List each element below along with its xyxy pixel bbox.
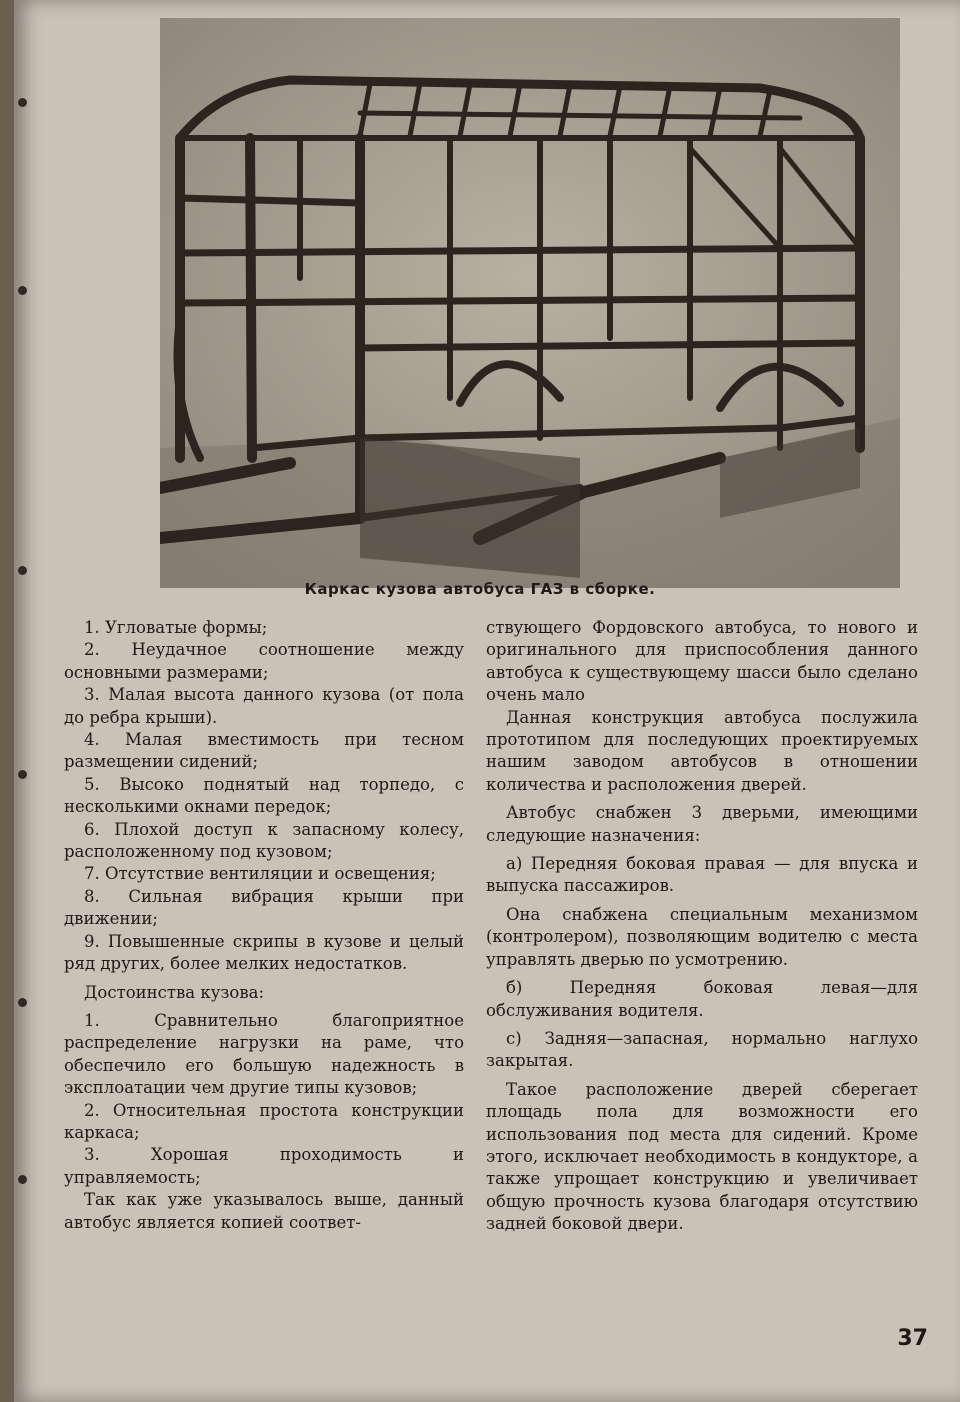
paragraph: Такое расположение дверей сберегает площадь пола для возможности его использования под места для сидений. Кроме этого, исключает необходимость в кондукторе, а также упрощает конструкцию и увеличивает общую прочность кузова благодаря отсутствию задней боковой двери. bbox=[486, 1079, 918, 1234]
paragraph: б) Передняя боковая левая—для обслуживания водителя. bbox=[486, 978, 918, 1020]
paragraph: с) Задняя—запасная, нормально наглухо закрытая. bbox=[486, 1028, 918, 1071]
paragraph: 1. Угловатые формы; bbox=[84, 618, 268, 637]
right-column bbox=[486, 617, 918, 1236]
binding-hole bbox=[18, 770, 27, 779]
paragraph: 6. Плохой доступ к запасному колесу, расположенному под кузовом; bbox=[64, 819, 464, 862]
paragraph: Автобус снабжен 3 дверьми, имеющими следующие назначения: bbox=[486, 803, 918, 845]
paragraph: Так как уже указывалось выше, данный автобус является копией соответ- bbox=[64, 1190, 464, 1232]
paragraph: 1. Сравнительно благоприятное распределение нагрузки на раме, что обеспечило его большую надежность в эксплоатации чем другие типы кузовов; bbox=[64, 1010, 464, 1098]
paragraph: ствующего Фордовского автобуса, то нового и оригинального для приспособления данного автобуса к существующему шасси было сделано очень мало bbox=[486, 618, 918, 705]
binding-hole bbox=[18, 98, 27, 107]
bus-frame-photo bbox=[160, 18, 900, 588]
paragraph: Она снабжена специальным механизмом (контролером), позволяющим водителю с места управлять дверью по усмотрению. bbox=[486, 904, 918, 969]
paragraph: Данная конструкция автобуса послужила прототипом для последующих проектируемых нашим заводом автобусов в отношении количества и расположения дверей. bbox=[486, 707, 918, 794]
figure-caption: Каркас кузова автобуса ГАЗ в сборке. bbox=[304, 580, 656, 598]
paragraph: 8. Сильная вибрация крыши при движении; bbox=[64, 886, 464, 929]
binding-hole bbox=[18, 286, 27, 295]
section-heading: Достоинства кузова: bbox=[84, 982, 265, 1002]
paragraph: 5. Высоко поднятый над торпедо, с несколькими окнами передок; bbox=[64, 774, 464, 817]
left-column bbox=[64, 617, 464, 1234]
page-number: 37 bbox=[897, 1326, 928, 1351]
paragraph: 2. Относительная простота конструкции каркаса; bbox=[64, 1100, 464, 1142]
binding-hole bbox=[18, 998, 27, 1007]
binding-hole bbox=[18, 1175, 27, 1184]
paragraph: 2. Неудачное соотношение между основными размерами; bbox=[64, 640, 464, 682]
paragraph: 4. Малая вместимость при тесном размещении сидений; bbox=[64, 730, 464, 772]
paragraph: 3. Малая высота данного кузова (от пола до ребра крыши). bbox=[64, 685, 464, 727]
paragraph: а) Передняя боковая правая — для впуска и выпуска пассажиров. bbox=[486, 854, 918, 896]
paragraph: 3. Хорошая проходимость и управляемость; bbox=[64, 1145, 464, 1187]
binding-hole bbox=[18, 566, 27, 575]
paragraph: 7. Отсутствие вентиляции и освещения; bbox=[84, 864, 436, 884]
paragraph: 9. Повышенные скрипы в кузове и целый ряд других, более мелких недостатков. bbox=[64, 931, 464, 974]
